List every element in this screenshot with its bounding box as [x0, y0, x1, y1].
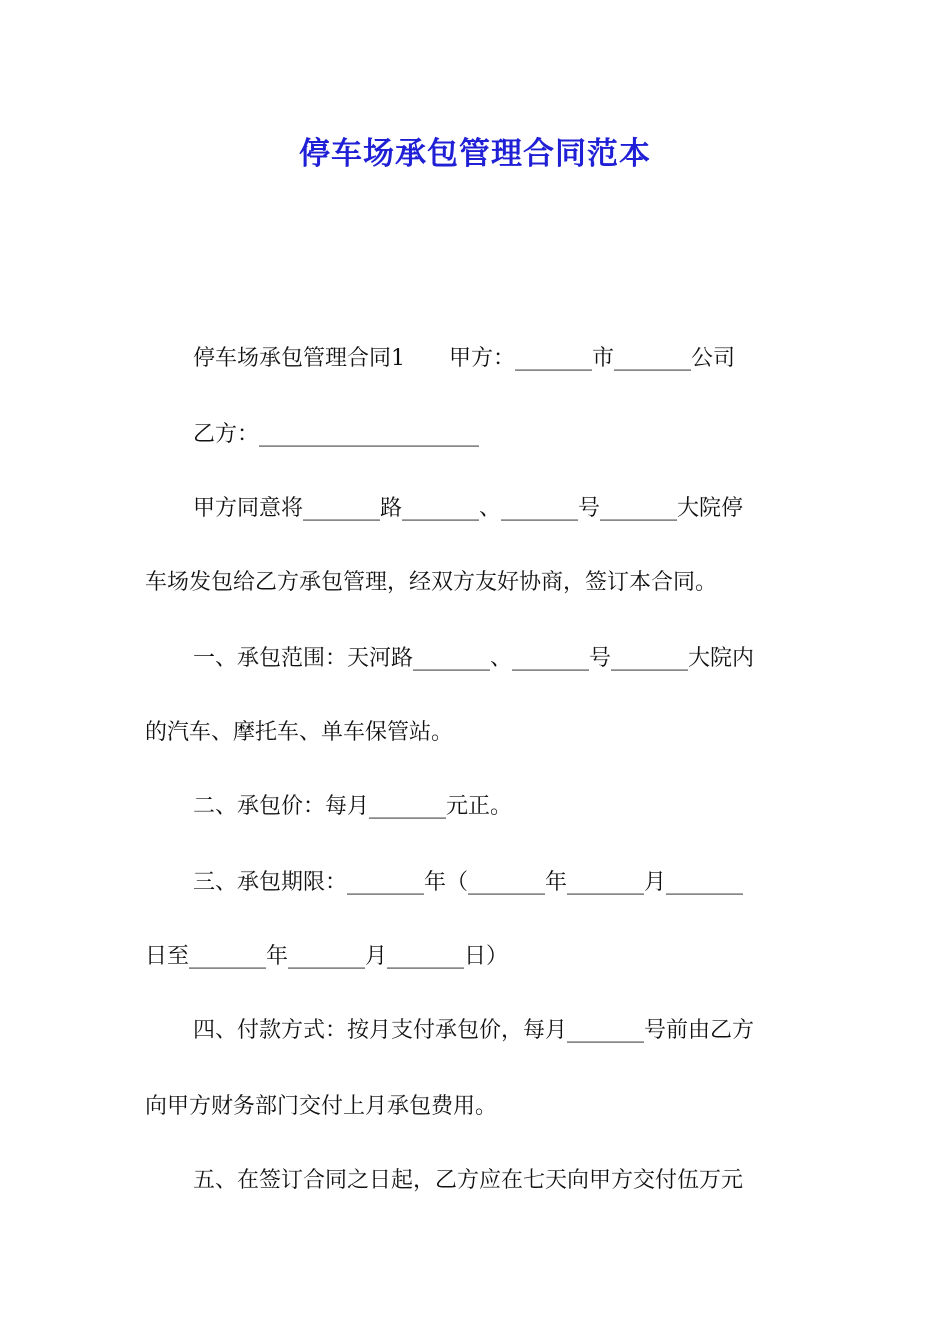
party-b-line: 乙方：____________________ — [193, 422, 480, 447]
agreement-paragraph-line-1: 甲方同意将_______路_______、_______号_______大院停 — [193, 496, 744, 521]
clause-2-line: 二、承包价：每月_______元正。 — [193, 794, 513, 819]
clause-4-line-1: 四、付款方式：按月支付承包价，每月_______号前由乙方 — [193, 1018, 755, 1043]
clause-1-line-1: 一、承包范围：天河路_______、_______号_______大院内 — [193, 646, 755, 671]
clause-5-line-1: 五、在签订合同之日起，乙方应在七天向甲方交付伍万元 — [193, 1168, 744, 1193]
clause-3-line-2: 日至_______年_______月_______日） — [145, 944, 509, 969]
document-title: 停车场承包管理合同范本 — [299, 136, 651, 172]
contract-intro-party-a: 停车场承包管理合同1 甲方：_______市_______公司 — [193, 346, 735, 371]
clause-1-line-2: 的汽车、摩托车、单车保管站。 — [145, 720, 454, 745]
clause-4-line-2: 向甲方财务部门交付上月承包费用。 — [145, 1094, 498, 1119]
clause-3-line-1: 三、承包期限：_______年（_______年_______月_______ — [193, 870, 744, 895]
agreement-paragraph-line-2: 车场发包给乙方承包管理，经双方友好协商，签订本合同。 — [145, 570, 718, 595]
